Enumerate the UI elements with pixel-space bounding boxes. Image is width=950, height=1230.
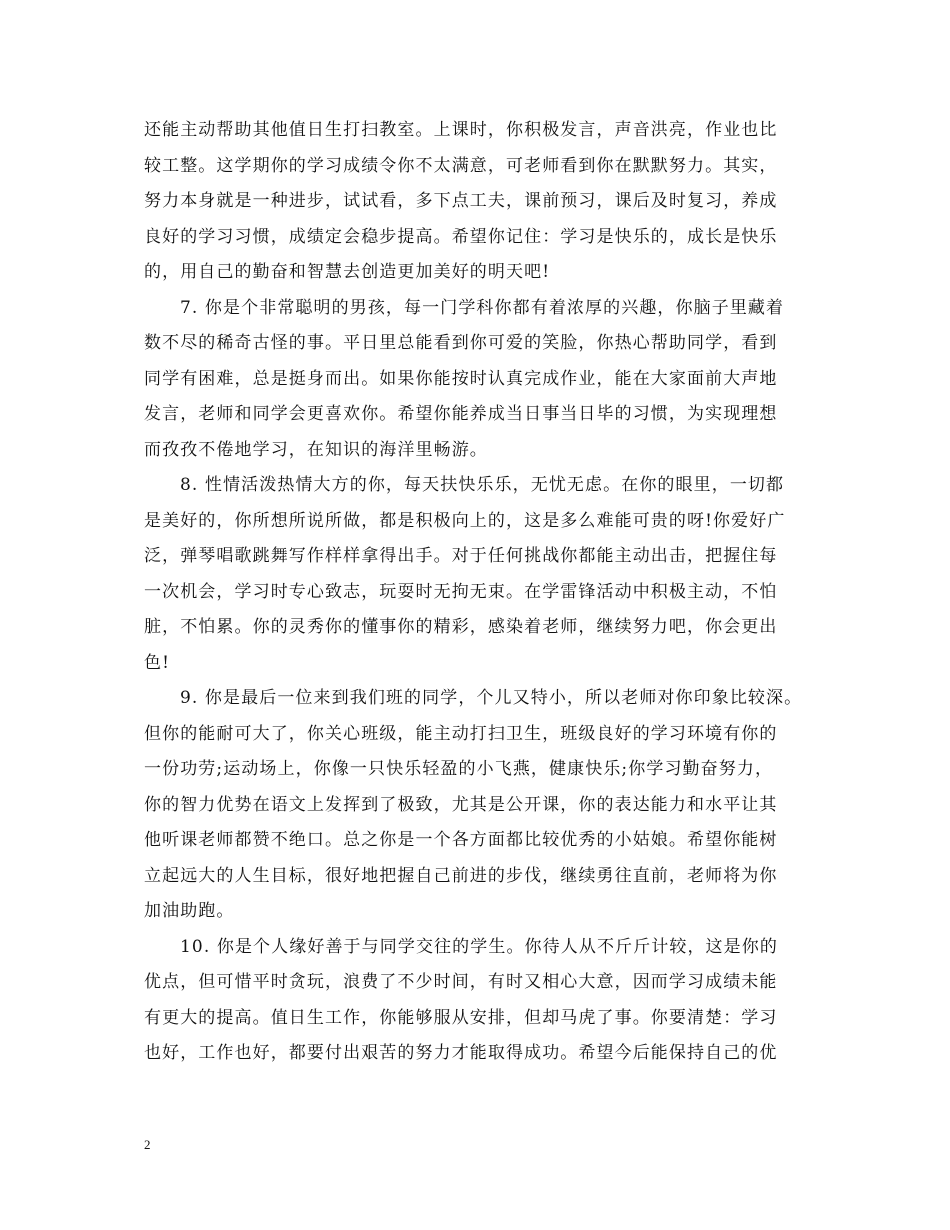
text-line: 还能主动帮助其他值日生打扫教室。上课时，你积极发言，声音洪亮，作业也比: [144, 120, 778, 140]
page-number: 2: [144, 1137, 151, 1152]
text-line: 脏，不怕累。你的灵秀你的懂事你的精彩，感染着老师，继续努力吧，你会更出: [144, 617, 778, 637]
text-line: 有更大的提高。值日生工作，你能够服从安排，但却马虎了事。你要清楚：学习: [144, 1007, 778, 1028]
text-line: 而孜孜不倦地学习，在知识的海洋里畅游。: [144, 439, 488, 460]
text-line: 同学有困难，总是挺身而出。如果你能按时认真完成作业，能在大家面前大声地: [144, 368, 778, 389]
text-line: 你的智力优势在语文上发挥到了极致，尤其是公开课，你的表达能力和水平让其: [144, 794, 778, 815]
document-body: [144, 113, 819, 1072]
text-line: 良好的学习习惯，成绩定会稳步提高。希望你记住：学习是快乐的，成长是快乐: [144, 226, 778, 247]
text-line: 一份功劳;运动场上，你像一只快乐轻盈的小飞燕，健康快乐;你学习勤奋努力，: [144, 759, 774, 779]
text-line: 发言，老师和同学会更喜欢你。希望你能养成当日事当日毕的习惯，为实现理想: [144, 404, 778, 424]
text-line: 10. 你是个人缘好善于与同学交往的学生。你待人从不斤斤计较，这是你的: [180, 936, 778, 957]
text-line: 色!: [144, 652, 171, 673]
text-line: 7. 你是个非常聪明的男孩，每一门学科你都有着浓厚的兴趣，你脑子里藏着: [180, 297, 785, 318]
text-line: 立起远大的人生目标，很好地把握自己前进的步伐，继续勇往直前，老师将为你: [144, 865, 778, 886]
text-line: 一次机会，学习时专心致志，玩耍时无拘无束。在学雷锋活动中积极主动，不怕: [144, 581, 778, 602]
text-line: 努力本身就是一种进步，试试看，多下点工夫，课前预习，课后及时复习，养成: [144, 191, 778, 211]
text-line: 优点，但可惜平时贪玩，浪费了不少时间，有时又相心大意，因而学习成绩未能: [144, 972, 778, 992]
text-line: 是美好的，你所想所说所做，都是积极向上的，这是多么难能可贵的呀!你爱好广: [144, 510, 786, 531]
text-line: 较工整。这学期你的学习成绩令你不太满意，可老师看到你在默默努力。其实，: [144, 155, 778, 176]
text-line: 9. 你是最后一位来到我们班的同学，个儿又特小，所以老师对你印象比较深。: [180, 688, 803, 708]
text-line: 但你的能耐可大了，你关心班级，能主动打扫卫生，班级良好的学习环境有你的: [144, 723, 778, 744]
text-line: 也好，工作也好，都要付出艰苦的努力才能取得成功。希望今后能保持自己的优: [144, 1043, 778, 1063]
text-line: 他听课老师都赞不绝口。总之你是一个各方面都比较优秀的小姑娘。希望你能树: [144, 830, 778, 850]
text-line: 8. 性情活泼热情大方的你，每天扶快乐乐，无忧无虑。在你的眼里，一切都: [180, 475, 785, 495]
text-line: 的，用自己的勤奋和智慧去创造更加美好的明天吧!: [144, 262, 551, 282]
text-line: 泛，弹琴唱歌跳舞写作样样拿得出手。对于任何挑战你都能主动出击，把握住每: [144, 546, 778, 566]
text-line: 数不尽的稀奇古怪的事。平日里总能看到你可爱的笑脸，你热心帮助同学，看到: [144, 333, 778, 353]
text-line: 加油助跑。: [144, 901, 235, 921]
